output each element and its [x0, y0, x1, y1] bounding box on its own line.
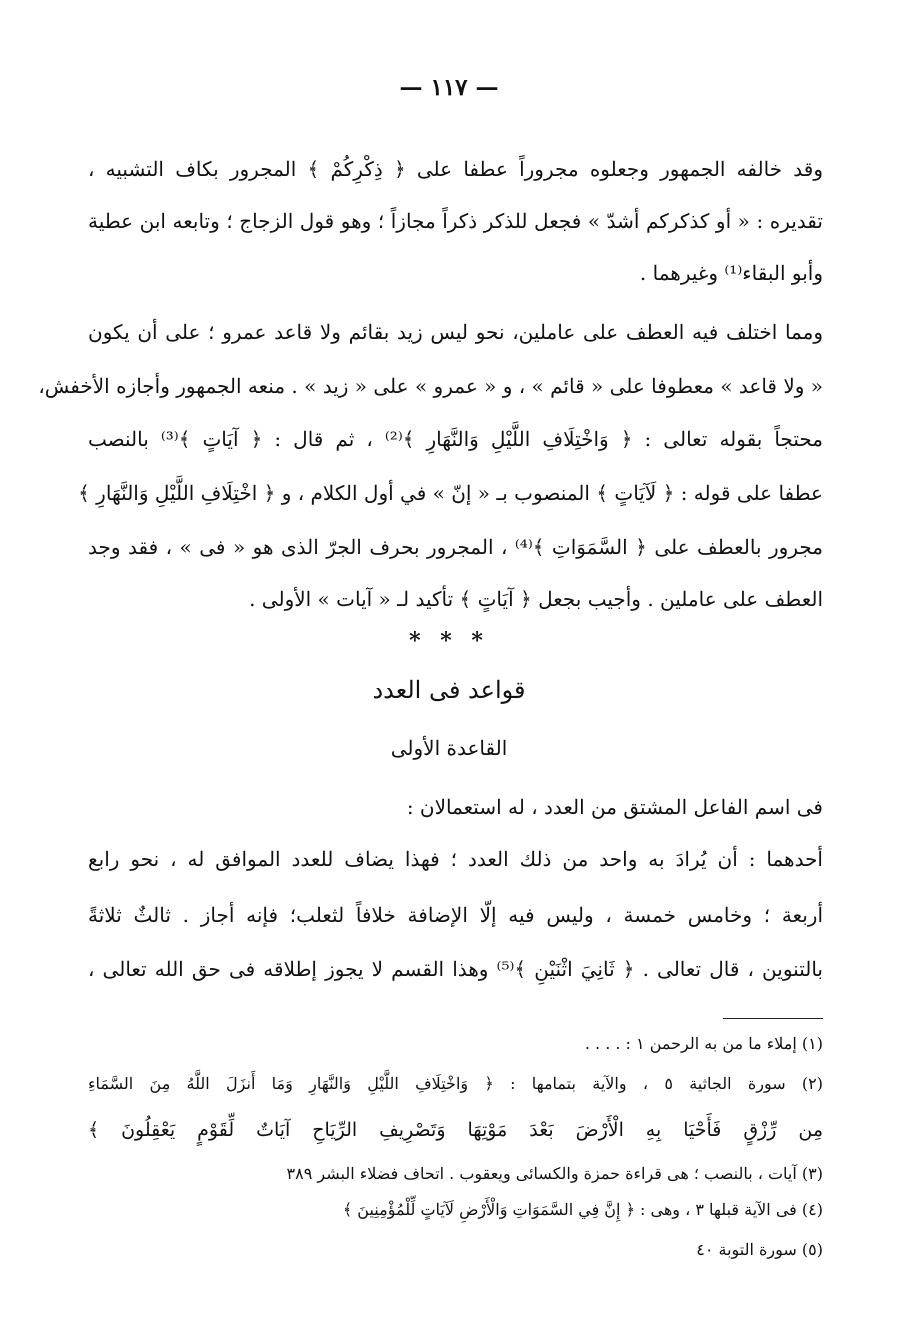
section-title: قواعد فى العدد: [372, 676, 526, 704]
footnote: (٥) سورة التوبة ٤٠: [696, 1240, 823, 1259]
body-line: عطفا على قوله : ﴿ لَآيَاتٍ ﴾ المنصوب بـ « إنّ » في أول الكلام ، و ﴿ اخْتِلَافِ اللَّيْلِ وَالنَّهَارِ ﴾: [78, 481, 823, 505]
body-line: فى اسم الفاعل المشتق من العدد ، له استعمالان :: [406, 795, 823, 819]
body-line: بالتنوين ، قال تعالى . ﴿ ثَانِيَ اثْنَيْنِ ﴾⁽⁵⁾ وهذا القسم لا يجوز إطلاقه فى حق الله تعالى ،: [88, 957, 823, 981]
footnote: (٤) فى الآية قبلها ٣ ، وهى : ﴿ إِنَّ فِي السَّمَوَاتِ وَالْأَرْضِ لَآيَاتٍ لِّلْمُؤْمِنِينَ ﴾: [342, 1200, 823, 1219]
page-number: — ١١٧ —: [399, 74, 499, 101]
footnote: مِن رِّزْقٍ فَأَحْيَا بِهِ الْأَرْضَ بَعْدَ مَوْتِهَا وَتَصْرِيفِ الرِّيَاحِ آيَاتٌ لِّقَوْمٍ يَعْقِلُونَ ﴾: [88, 1119, 823, 1141]
body-line: تقديره : « أو كذكركم أشدّ » فجعل للذكر ذكراً مجازاً ؛ وهو قول الزجاج ؛ وتابعه ابن عطية: [88, 209, 823, 233]
body-line: « ولا قاعد » معطوفا على « قائم » ، و « عمرو » على « زيد » . منعه الجمهور وأجازه الأخفش،: [38, 374, 823, 398]
body-line: أربعة ؛ وخامس خمسة ، وليس فيه إلّا الإضافة خلافاً لثعلب؛ فإنه أجاز . ثالثٌ ثلاثةً: [88, 903, 823, 927]
footnote: (٣) آيات ، بالنصب ؛ هى قراءة حمزة والكسائى ويعقوب . اتحاف فضلاء البشر ٣٨٩: [286, 1164, 823, 1183]
body-line: محتجاً بقوله تعالى : ﴿ وَاخْتِلَافِ اللَّيْلِ وَالنَّهَارِ ﴾⁽²⁾ ، ثم قال : ﴿ آيَاتٍ ﴾⁽³⁾ بالنصب: [88, 427, 823, 451]
body-line: وقد خالفه الجمهور وجعلوه مجروراً عطفا على ﴿ ذِكْرِكُمْ ﴾ المجرور بكاف التشبيه ،: [88, 157, 823, 181]
body-line: ومما اختلف فيه العطف على عاملين، نحو ليس زيد بقائم ولا قاعد عمرو ؛ على أن يكون: [88, 320, 823, 344]
body-line: وأبو البقاء⁽¹⁾ وغيرهما .: [639, 261, 823, 285]
footnote: (٢) سورة الجاثية ٥ ، والآية بتمامها : ﴿ وَاخْتِلَافِ اللَّيْلِ وَالنَّهَارِ وَمَا أَنزَلَ اللَّهُ مِنَ السَّمَاءِ: [88, 1074, 824, 1093]
footnote-rule: [723, 1018, 823, 1019]
subsection-title: القاعدة الأولى: [390, 736, 508, 760]
footnote: (١) إملاء ما من به الرحمن ١ : . . . .: [584, 1034, 823, 1053]
body-line: مجرور بالعطف على ﴿ السَّمَوَاتِ ﴾⁽⁴⁾ ، المجرور بحرف الجرّ الذى هو « فى » ، فقد وجد: [88, 535, 823, 559]
body-line: العطف على عاملين . وأجيب بجعل ﴿ آيَاتٍ ﴾ تأكيد لـ « آيات » الأولى .: [249, 587, 823, 611]
section-separator: * * *: [409, 628, 489, 654]
body-line: أحدهما : أن يُرادَ به واحد من ذلك العدد ؛ فهذا يضاف للعدد الموافق له ، نحو رابع: [88, 847, 823, 871]
